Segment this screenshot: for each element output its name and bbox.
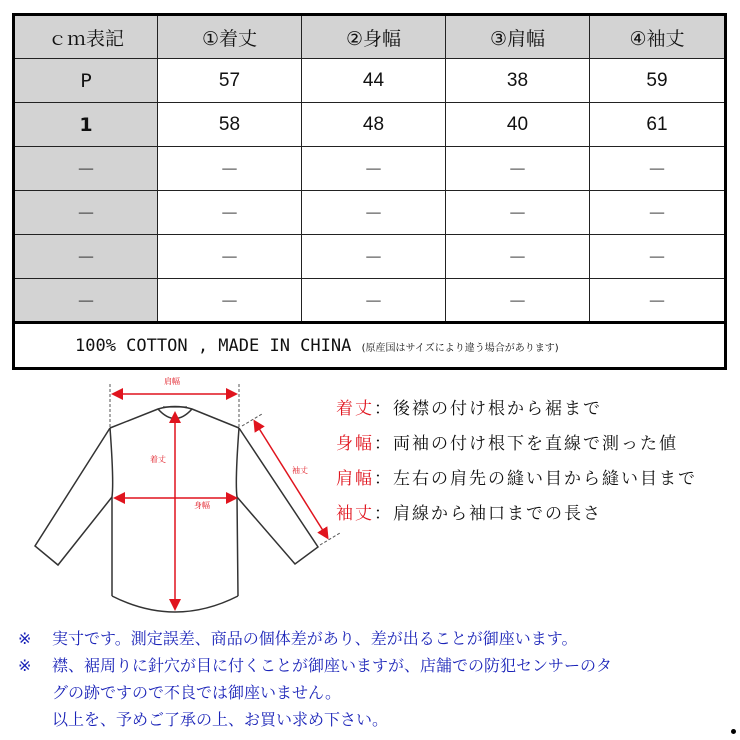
definition-term: 肩幅 <box>336 469 374 489</box>
header-length: ①着丈 <box>158 15 302 59</box>
measurement-definitions <box>336 394 697 534</box>
cell-body-width: － <box>302 191 446 235</box>
reference-mark-icon: ※ <box>18 629 32 648</box>
definition-desc: ：後襟の付け根から裾まで <box>374 399 602 419</box>
table-header-row <box>14 15 726 59</box>
sleeve-label: 袖丈 <box>292 466 308 475</box>
cell-sleeve: － <box>590 279 726 323</box>
disclaimer-notes <box>18 625 612 733</box>
header-shoulder: ③肩幅 <box>446 15 590 59</box>
cell-length: － <box>158 191 302 235</box>
table-row <box>14 103 726 147</box>
table-row <box>14 191 726 235</box>
cell-shoulder: 40 <box>446 103 590 147</box>
width-label: 身幅 <box>194 501 210 510</box>
shirt-outline-icon <box>30 372 340 622</box>
size-label: 1 <box>14 103 158 147</box>
material-text: 100% COTTON , MADE IN CHINA <box>75 335 352 356</box>
size-label: － <box>14 191 158 235</box>
shoulder-label: 肩幅 <box>164 377 180 386</box>
dot-mark-icon <box>731 729 736 734</box>
definition-sleeve <box>336 499 697 534</box>
cell-length: － <box>158 235 302 279</box>
definition-shoulder <box>336 464 697 499</box>
definition-desc: ：左右の肩先の縫い目から縫い目まで <box>374 469 697 489</box>
note-text: 実寸です。測定誤差、商品の個体差があり、差が出ることが御座います。 <box>52 629 578 648</box>
length-label: 着丈 <box>150 455 166 464</box>
cell-sleeve: 61 <box>590 103 726 147</box>
size-label: － <box>14 235 158 279</box>
cell-shoulder: － <box>446 147 590 191</box>
definition-desc: ：両袖の付け根下を直線で測った値 <box>374 434 678 454</box>
cell-length: 57 <box>158 59 302 103</box>
header-unit: ｃｍ表記 <box>14 15 158 59</box>
cell-length: 58 <box>158 103 302 147</box>
material-cell <box>14 323 726 369</box>
origin-note: (原産国はサイズにより違う場合があります) <box>361 342 559 354</box>
cell-body-width: 44 <box>302 59 446 103</box>
note-text: 襟、裾周りに針穴が目に付くことが御座いますが、店舗での防犯センサーのタ <box>52 656 613 675</box>
cell-body-width: － <box>302 147 446 191</box>
note-line <box>18 625 612 652</box>
size-table <box>12 13 727 370</box>
cell-length: － <box>158 279 302 323</box>
size-label: P <box>14 59 158 103</box>
definition-term: 身幅 <box>336 434 374 454</box>
cell-shoulder: 38 <box>446 59 590 103</box>
cell-sleeve: － <box>590 191 726 235</box>
note-line: グの跡ですので不良では御座いません。 <box>52 683 341 702</box>
table-row <box>14 147 726 191</box>
cell-body-width: － <box>302 279 446 323</box>
size-label: － <box>14 147 158 191</box>
reference-mark-icon: ※ <box>18 656 32 675</box>
cell-sleeve: － <box>590 147 726 191</box>
cell-shoulder: － <box>446 279 590 323</box>
table-row <box>14 59 726 103</box>
note-line: 以上を、予めご了承の上、お買い求め下さい。 <box>52 710 389 729</box>
header-sleeve: ④袖丈 <box>590 15 726 59</box>
size-label: － <box>14 279 158 323</box>
table-row <box>14 235 726 279</box>
header-body-width: ②身幅 <box>302 15 446 59</box>
definition-length <box>336 394 697 429</box>
cell-shoulder: － <box>446 191 590 235</box>
cell-length: － <box>158 147 302 191</box>
table-row <box>14 279 726 323</box>
cell-body-width: － <box>302 235 446 279</box>
cell-shoulder: － <box>446 235 590 279</box>
definition-body-width <box>336 429 697 464</box>
definition-term: 袖丈 <box>336 504 374 524</box>
cell-body-width: 48 <box>302 103 446 147</box>
definition-desc: ：肩線から袖口までの長さ <box>374 504 602 524</box>
garment-diagram <box>30 372 340 622</box>
note-line <box>18 652 612 679</box>
definition-term: 着丈 <box>336 399 374 419</box>
cell-sleeve: － <box>590 235 726 279</box>
cell-sleeve: 59 <box>590 59 726 103</box>
material-row <box>14 323 726 369</box>
